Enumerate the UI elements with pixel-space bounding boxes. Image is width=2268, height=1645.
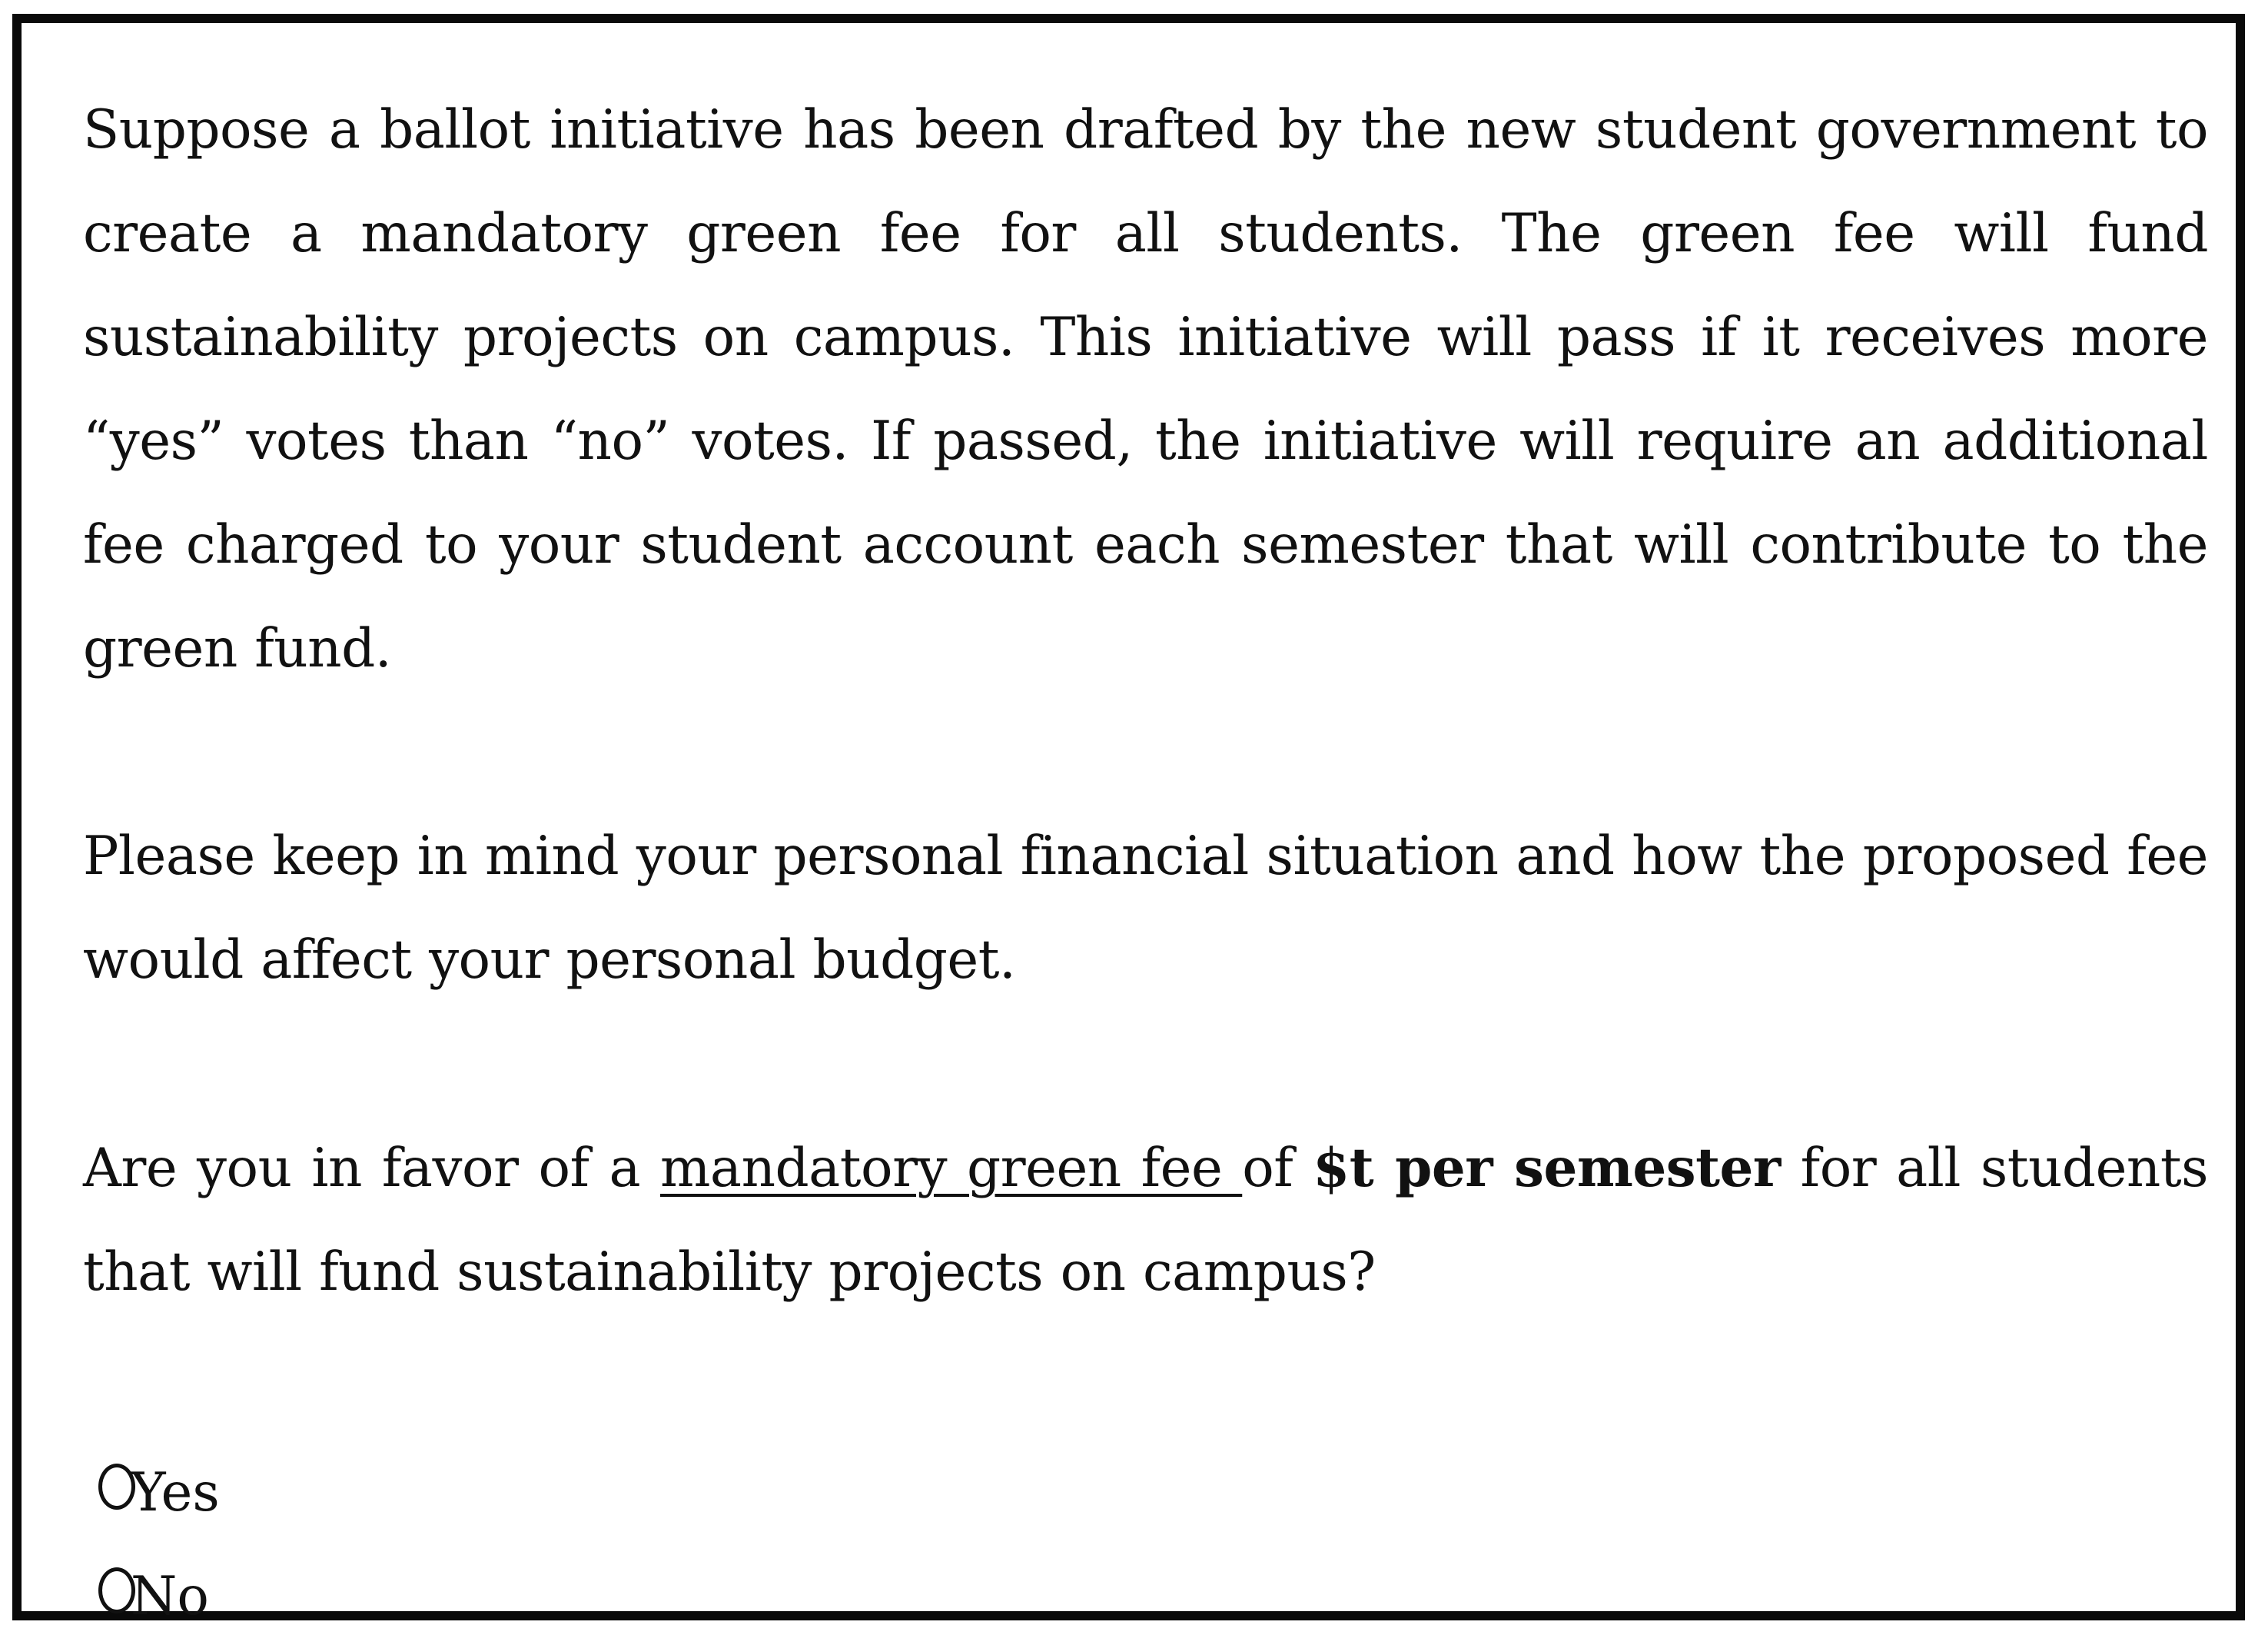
question-text-start: Are you in favor of a: [83, 1138, 660, 1199]
survey-frame: [12, 14, 2245, 1627]
option-yes[interactable]: [98, 1437, 220, 1541]
question-underlined-term: mandatory green fee: [660, 1138, 1243, 1199]
option-no-label: No: [131, 1566, 209, 1627]
survey-content: [83, 78, 2208, 1324]
question-fee-amount: $t per semester: [1313, 1137, 1781, 1199]
question-text-end: for all students that will fund sustainability projects on campus?: [83, 1138, 2208, 1303]
option-no[interactable]: [98, 1541, 220, 1645]
answer-options: [98, 1437, 220, 1645]
reminder-paragraph: Please keep in mind your personal financial situation and how the proposed fee would affect your personal budget.: [83, 826, 2208, 991]
radio-button-no[interactable]: [98, 1567, 135, 1613]
intro-paragraph: Suppose a ballot initiative has been drafted by the new student government to create a mandatory green fee for all students. The green fee will fund sustainability projects on campus. This initiative will pass if it receives more “yes” votes than “no” votes. If passed, the initiative will require an additional fee charged to your student account each semester that will contribute to the green fund.: [83, 99, 2208, 680]
question-paragraph: [83, 1116, 2208, 1324]
radio-button-yes[interactable]: [98, 1464, 135, 1510]
option-yes-label: Yes: [131, 1462, 220, 1524]
question-text-middle: of: [1242, 1138, 1313, 1199]
